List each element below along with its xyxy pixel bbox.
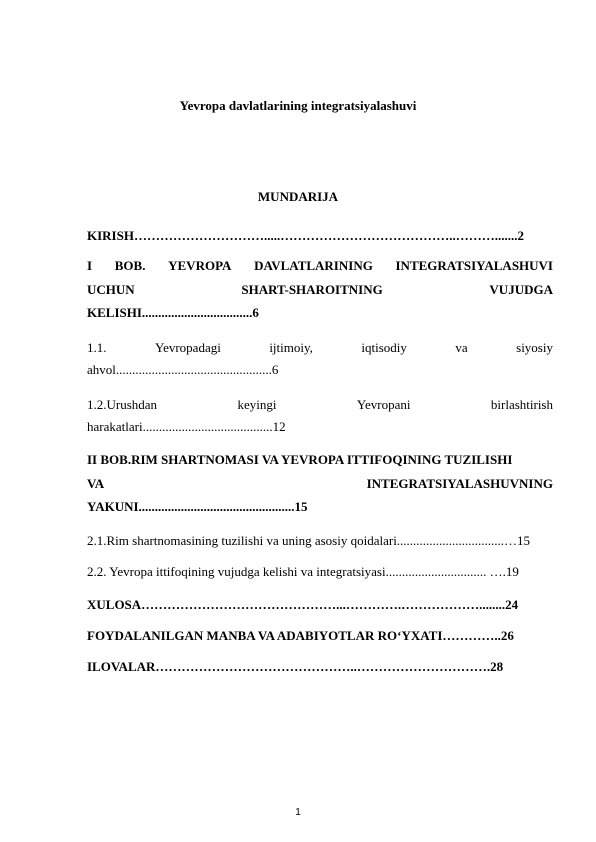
- word: keyingi: [237, 397, 277, 412]
- word: birlashtirish: [490, 397, 553, 412]
- word: va: [455, 340, 468, 355]
- toc-entry-bob2-line2: [87, 476, 553, 492]
- toc-heading: MUNDARIJA: [257, 189, 339, 204]
- word: DAVLATLARINING: [254, 258, 373, 273]
- word: Yevropadagi: [154, 340, 221, 355]
- document-title: Yevropa davlatlarining integratsiyalashuvi: [179, 98, 417, 113]
- toc-entry-1-1-line1: [87, 340, 553, 356]
- toc-entry-bob1-line1: [87, 258, 553, 274]
- toc-entry-1-2-line1: [87, 397, 553, 413]
- word: 1.1.: [87, 340, 107, 355]
- toc-entry-1-2-line2: harakatlari........................................12: [87, 419, 286, 434]
- toc-entry-ilovalar: ILOVALAR………………………………………..………………………….28: [87, 659, 504, 674]
- word: Yevropani: [356, 397, 411, 412]
- toc-entry-bob2-line1: II BOB.RIM SHARTNOMASI VA YEVROPA ITTIFOQINING TUZILISHI: [87, 452, 513, 467]
- page-number: 1: [295, 807, 301, 818]
- word: UCHUN: [87, 282, 135, 297]
- toc-entry-xulosa: XULOSA………………………………………...………….………………........24: [87, 597, 519, 612]
- word: siyosiy: [516, 340, 553, 355]
- toc-entry-foydalanilgan: FOYDALANILGAN MANBA VA ADABIYOTLAR RO‘YXATI…………..26: [87, 628, 514, 643]
- toc-entry-bob1-line2: [87, 282, 553, 298]
- toc-entry-bob1-line3: KELISHI..................................6: [87, 305, 259, 320]
- word: VA: [87, 476, 105, 491]
- toc-entry-2-2: 2.2. Yevropa ittifoqining vujudga kelishi va integratsiyasi............................... ….19: [87, 564, 519, 579]
- word: 1.2.Urushdan: [87, 397, 158, 412]
- word: iqtisodiy: [361, 340, 407, 355]
- word: INTEGRATSIYALASHUVI: [395, 258, 553, 273]
- word: I: [87, 258, 93, 273]
- toc-entry-bob2-line3: YAKUNI................................................15: [87, 499, 308, 514]
- word: BOB.: [114, 258, 146, 273]
- word: ijtimoiy,: [269, 340, 313, 355]
- word: YEVROPA: [168, 258, 232, 273]
- word: INTEGRATSIYALASHUVNING: [366, 476, 553, 491]
- toc-entry-kirish: KIRISH………………………….....…………………………………..……….......2: [87, 228, 524, 243]
- word: VUJUDGA: [489, 282, 553, 297]
- toc-entry-2-1: 2.1.Rim shartnomasining tuzilishi va uning asosiy qoidalari.................................…15: [87, 533, 531, 548]
- word: SHART-SHAROITNING: [241, 282, 383, 297]
- toc-entry-1-1-line2: ahvol................................................6: [87, 362, 279, 377]
